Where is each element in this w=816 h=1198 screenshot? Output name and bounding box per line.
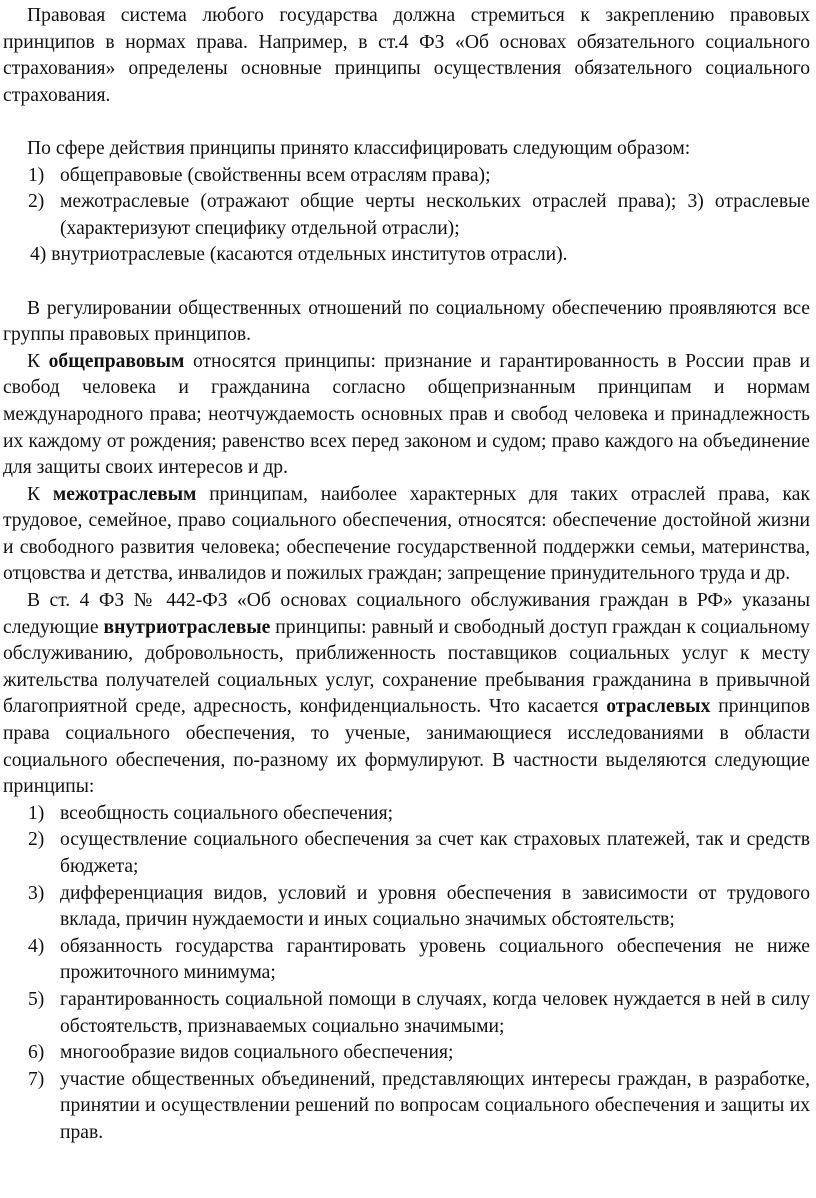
general-principles-paragraph: [3, 349, 810, 482]
list-item-number: 5): [28, 988, 45, 1010]
list-item: [3, 827, 810, 880]
list-item: [3, 189, 810, 242]
blank-line: [3, 269, 810, 296]
list-item-text: всеобщность социального обеспечения;: [60, 802, 394, 824]
text-run: К: [27, 483, 53, 505]
list-item-text: межотраслевые (отражают общие черты нескольких отраслей права); 3) отраслевые (характеризуют специфику отдельной отрасли);: [60, 191, 810, 239]
classification-paragraph: По сфере действия принципы принято классифицировать следующим образом:: [27, 137, 691, 159]
text-run: принципам, наиболее характерных для таких отраслей права, как трудовое, семейное, право социального обеспечения, относятся: обеспечение достойной жизни и свободного развития человека; обеспечение государственной поддержки семьи, материнства, отцовства и детства, инвалидов и пожилых граждан; запрещение принудительного труда и др.: [3, 483, 810, 585]
list-item-number: 2): [28, 829, 45, 851]
list-item-text: дифференциация видов, условий и уровня обеспечения в зависимости от трудового вклада, причин нуждаемости и иных социально значимых обстоятельств;: [60, 882, 810, 931]
list-item-number: 6): [28, 1042, 45, 1064]
list-item-text: участие общественных объединений, представляющих интересы граждан, в разработке, принятии и осуществлении решений по вопросам социального обеспечения и защиты их прав.: [60, 1068, 810, 1143]
list-item-number: 2): [28, 191, 45, 213]
list-item: [3, 163, 810, 190]
blank-line: [3, 109, 810, 136]
list-item-text: обязанность государства гарантировать уровень социального обеспечения не ниже прожиточного минимума;: [60, 935, 810, 984]
bold-term: отраслевых: [606, 696, 711, 718]
list-item-text: гарантированность социальной помощи в случаях, когда человек нуждается в ней в силу обстоятельств, признаваемых социально значимыми;: [60, 988, 810, 1037]
bold-term: межотраслевым: [52, 483, 197, 505]
list-item-number: 4): [28, 935, 45, 957]
list-item: [3, 1067, 810, 1147]
list-item-number: 7): [28, 1068, 45, 1090]
list-item-number: 1): [28, 802, 45, 824]
bold-term: общеправовым: [48, 350, 185, 372]
list-item-text: осуществление социального обеспечения за счет как страховых платежей, так и средств бюджета;: [60, 829, 810, 877]
intra-branch-paragraph: [3, 588, 810, 801]
principles-list: [3, 801, 810, 1147]
regulation-paragraph: В регулировании общественных отношений по социальному обеспечению проявляются все группы правовых принципов.: [3, 297, 810, 346]
list-item-text: многообразие видов социального обеспечения;: [60, 1042, 454, 1064]
text-run: К: [27, 350, 49, 372]
list-item-number: 1): [28, 164, 45, 186]
inter-branch-paragraph: [3, 482, 810, 588]
list-item-text: общеправовые (свойственны всем отраслям права);: [60, 164, 491, 186]
intro-paragraph: Правовая система любого государства должна стремиться к закреплению правовых принципов в нормах права. Например, в ст.4 ФЗ «Об основах обязательного социального страхования» определены основные принципы осуществления обязательного социального страхования.: [3, 5, 810, 106]
text-run: принципы: равный и свободный доступ граждан к социальному обслуживанию, добровольность, приближенность поставщиков социальных услуг к месту жительства получателей социальных услуг, сохранение пребывания гражданина в привычной благоприятной среде, адресность, конфиденциальность. Что касается: [3, 616, 810, 718]
text-run: относятся принципы: признание и гарантированность в России прав и свобод человека и гражданина согласно общепризнанным принципам и нормам международного права; неотчуждаемость основных прав и свобод человека и принадлежность их каждому от рождения; равенство всех перед законом и судом; право каждого на объединение для защиты своих интересов и др.: [3, 350, 810, 479]
list-item: [3, 1040, 810, 1067]
list-item: [3, 934, 810, 987]
list-item: [3, 881, 810, 934]
bold-term: внутриотраслевые: [103, 616, 271, 638]
classification-item-4: 4) внутриотраслевые (касаются отдельных институтов отрасли).: [30, 244, 568, 266]
list-item: [3, 801, 810, 828]
list-item: [3, 987, 810, 1040]
classification-list: [3, 163, 810, 243]
text-run: В ст. 4 ФЗ № 442-ФЗ «Об основах социального обслуживания граждан в РФ» указаны следующие: [3, 590, 810, 638]
list-item-number: 3): [28, 882, 45, 904]
text-run: принципов права социального обеспечения, то ученые, занимающиеся исследованиями в области социального обеспечения, по-разному их формулируют. В частности выделяются следующие принципы:: [3, 696, 810, 798]
